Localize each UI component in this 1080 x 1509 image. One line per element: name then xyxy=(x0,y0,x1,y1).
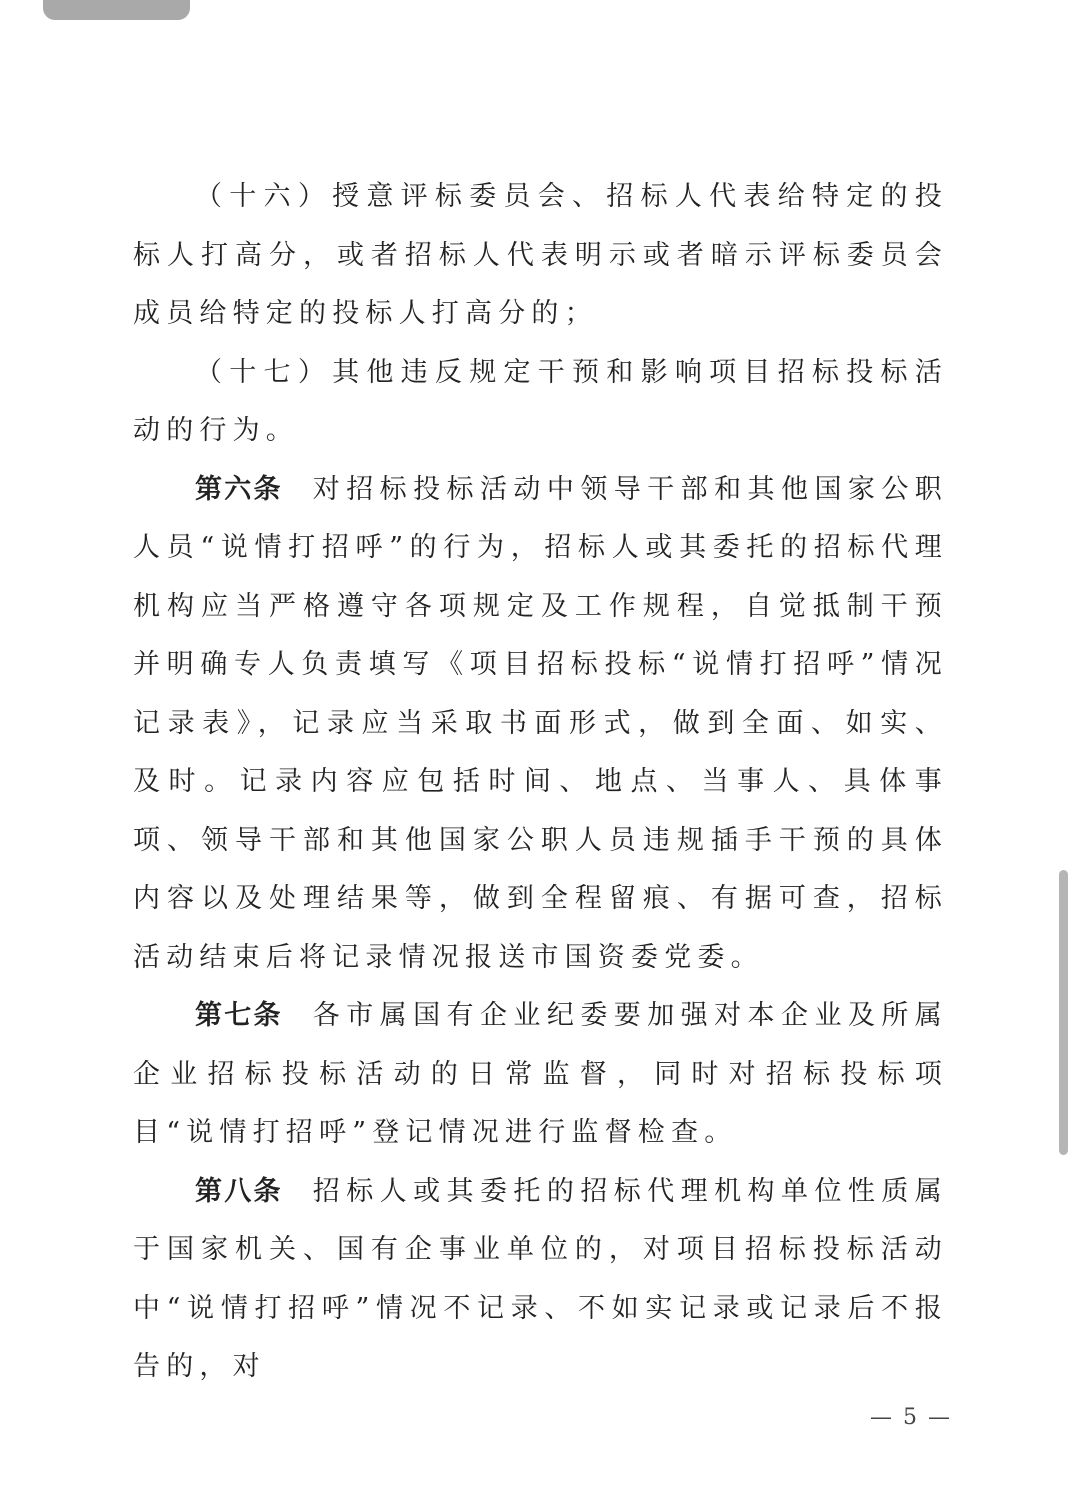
paragraph-text: （十七）其他违反规定干预和影响项目招标投标活动的行为。 xyxy=(133,356,948,446)
article-label: 第八条 xyxy=(195,1175,283,1207)
article-7 xyxy=(133,987,948,1163)
paragraph-item-16 xyxy=(133,168,948,344)
paragraph-item-17 xyxy=(133,344,948,461)
article-label: 第六条 xyxy=(195,473,283,505)
article-text: 对招标投标活动中领导干部和其他国家公职人员“说情打招呼”的行为，招标人或其委托的招标代理机构应当严格遵守各项规定及工作规程，自觉抵制干预并明确专人负责填写《项目招标投标“说情打招呼”情况记录表》，记录应当采取书面形式，做到全面、如实、及时。记录内容应包括时间、地点、当事人、具体事项、领导干部和其他国家公职人员违规插手干预的具体内容以及处理结果等，做到全程留痕、有据可查，招标活动结束后将记录情况报送市国资委党委。 xyxy=(133,473,948,973)
article-label: 第七条 xyxy=(195,1000,283,1031)
article-text: 各市属国有企业纪委要加强对本企业及所属企业招标投标活动的日常监督，同时对招标投标项目“说情打招呼”登记情况进行监督检查。 xyxy=(133,1000,948,1148)
document-body xyxy=(133,168,948,1397)
article-8 xyxy=(133,1163,948,1397)
article-6 xyxy=(133,461,948,988)
article-text: 招标人或其委托的招标代理机构单位性质属于国家机关、国有企事业单位的，对项目招标投标活动中“说情打招呼”情况不记录、不如实记录或记录后不报告的，对 xyxy=(133,1175,948,1382)
vertical-scrollbar[interactable] xyxy=(1059,870,1068,1155)
paragraph-text: （十六）授意评标委员会、招标人代表给特定的投标人打高分，或者招标人代表明示或者暗示评标委员会成员给特定的投标人打高分的； xyxy=(133,181,948,329)
page-number: — 5 — xyxy=(870,1405,952,1430)
top-tab-handle[interactable] xyxy=(43,0,190,20)
